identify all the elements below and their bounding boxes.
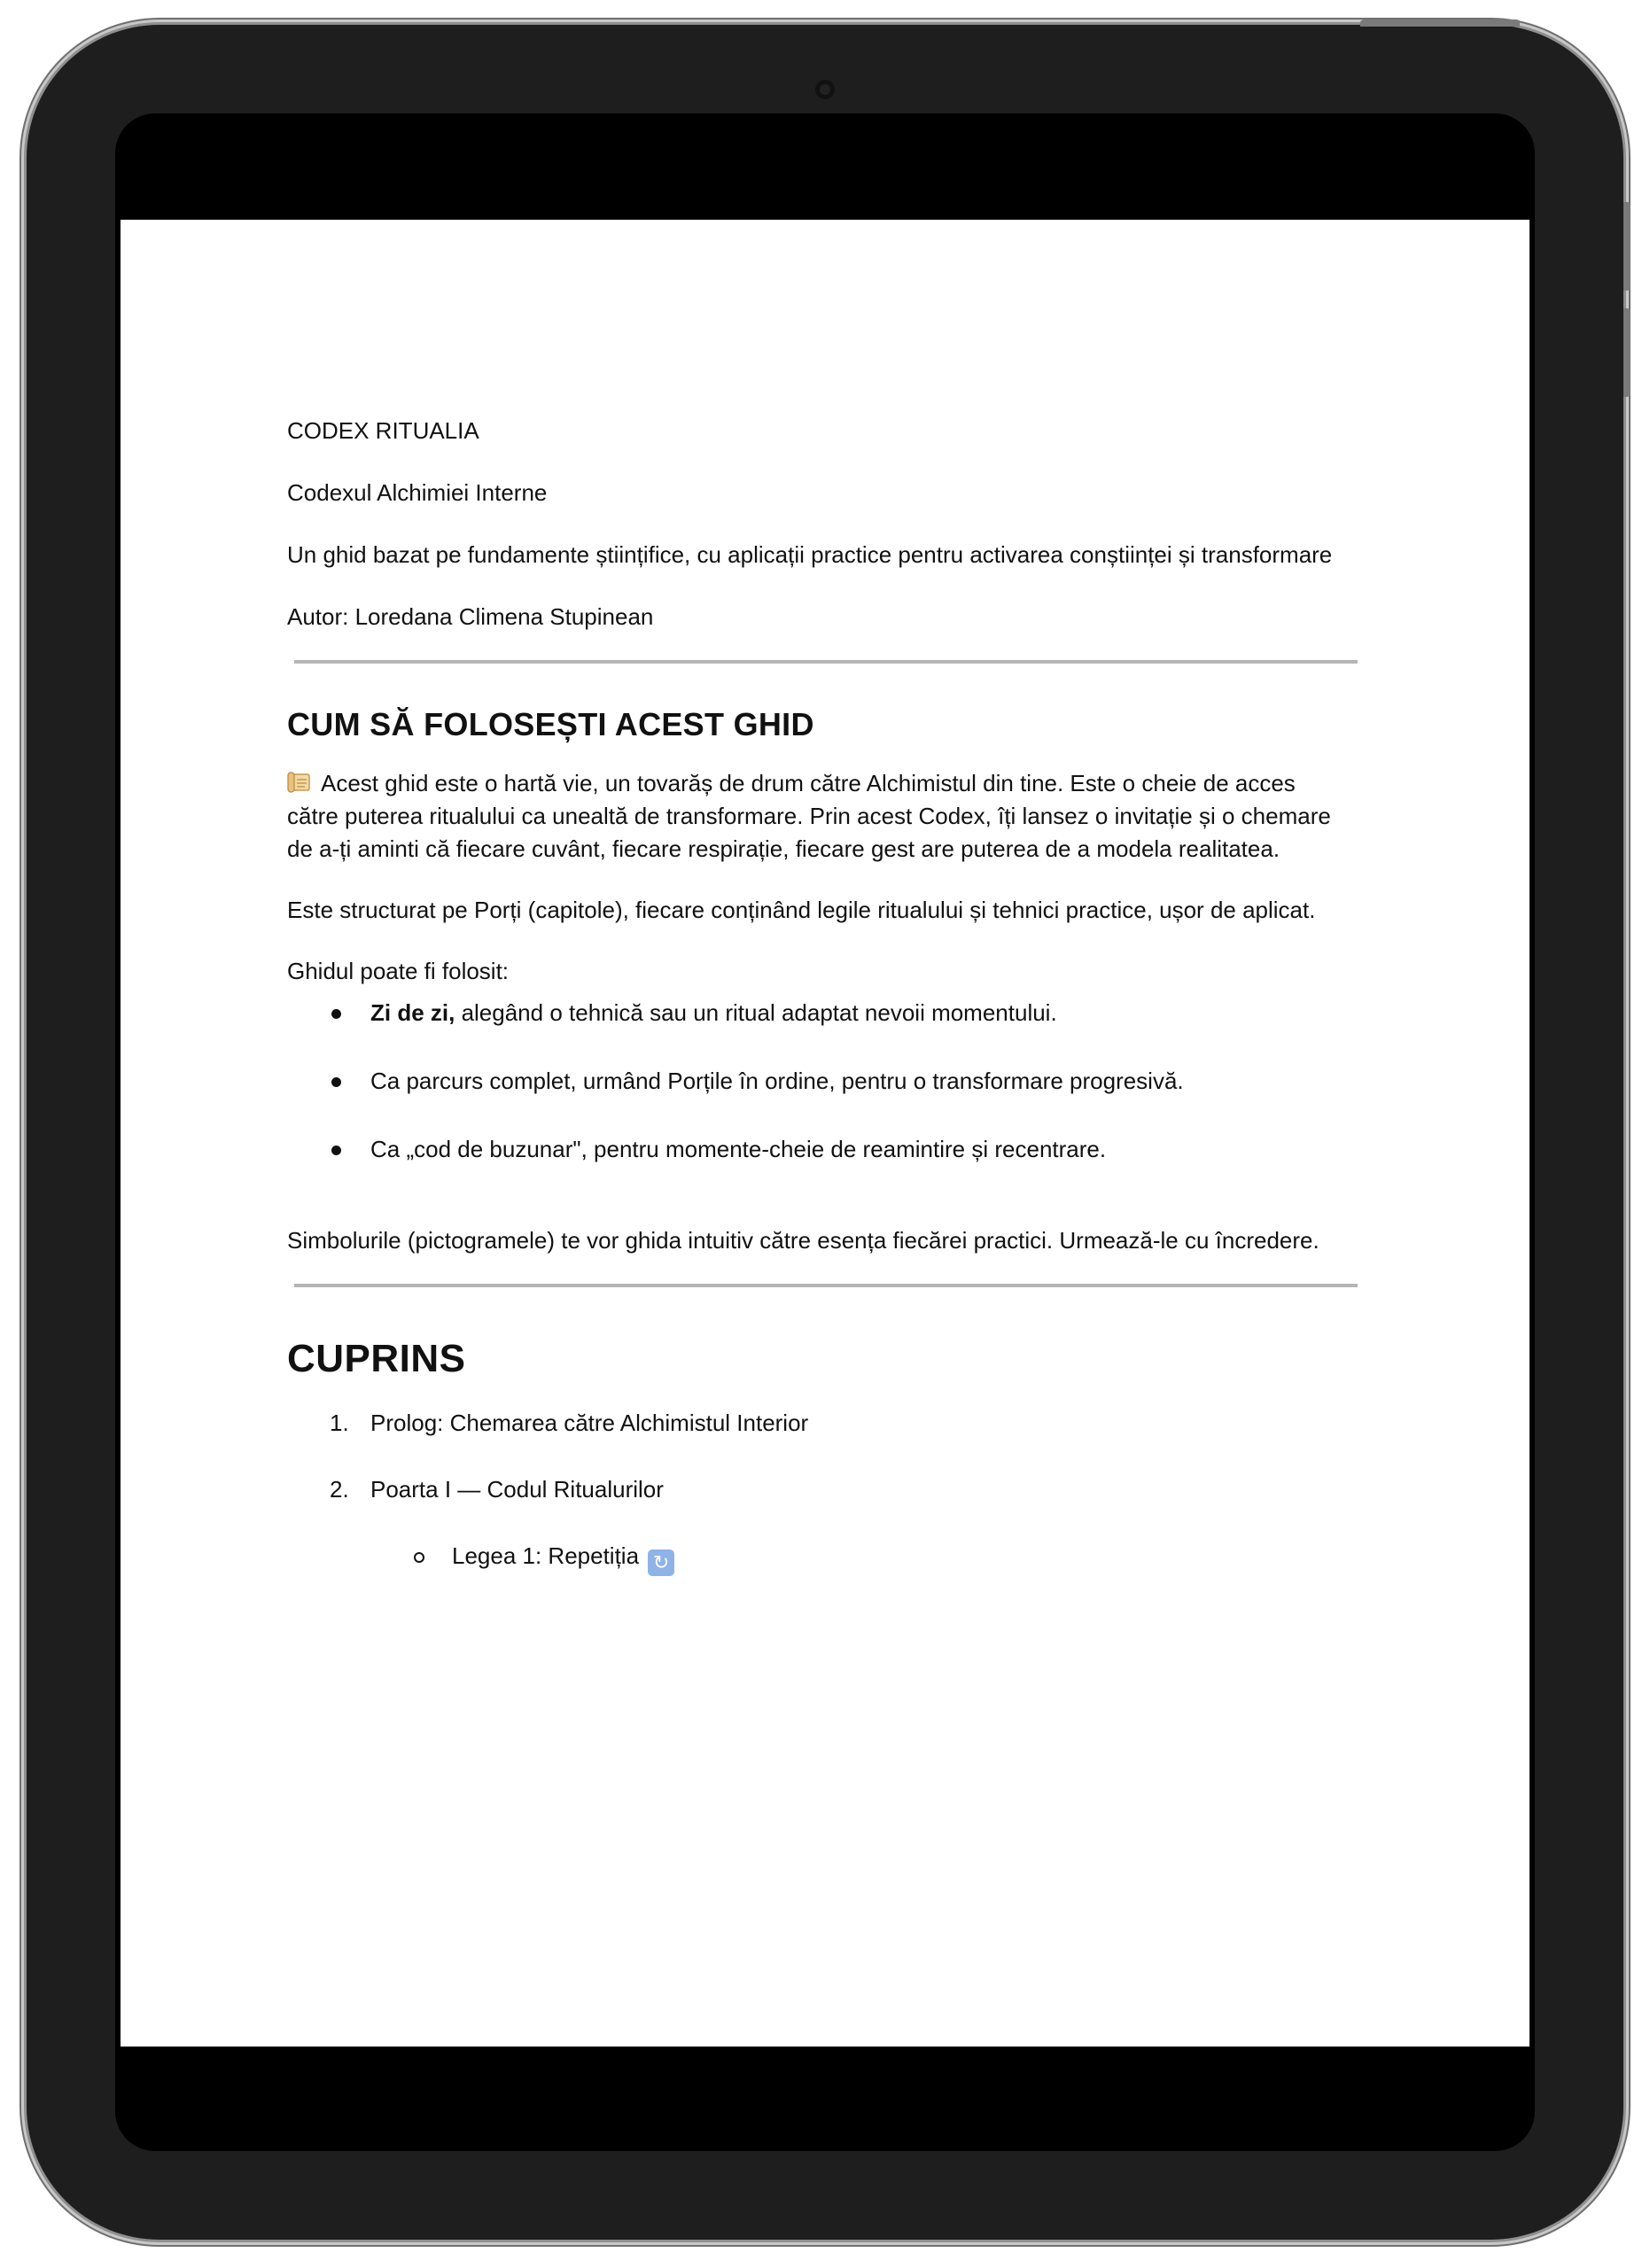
toc-item-text: Poarta I — Codul Ritualurilor bbox=[370, 1476, 664, 1503]
toc-item[interactable] bbox=[287, 1473, 1350, 1506]
camera-icon bbox=[815, 80, 835, 99]
document-subtitle: Codexul Alchimiei Interne bbox=[287, 479, 548, 506]
document-page[interactable] bbox=[121, 220, 1529, 2047]
toc-number: 2. bbox=[330, 1476, 349, 1503]
section-heading: CUM SĂ FOLOSEȘTI ACEST GHID bbox=[287, 706, 814, 742]
divider bbox=[294, 1284, 1358, 1287]
structure-paragraph: Este structurat pe Porți (capitole), fiecare conținând legile ritualului și tehnici practice, ușor de aplicat. bbox=[287, 897, 1316, 923]
symbols-paragraph: Simbolurile (pictogramele) te vor ghida intuitiv către esența fiecărei practici. Urmează-le cu încredere. bbox=[287, 1227, 1319, 1254]
divider bbox=[294, 660, 1358, 664]
document-tagline: Un ghid bazat pe fundamente științifice, cu aplicații practice pentru activarea conștiinței și transformare bbox=[287, 541, 1333, 568]
power-button bbox=[1360, 19, 1520, 27]
list-item-text: Ca „cod de buzunar", pentru momente-cheie de reamintire și recentrare. bbox=[370, 1136, 1107, 1162]
intro-text: Acest ghid este o hartă vie, un tovarăș de drum către Alchimistul din tine. Este o cheie de acces către puterea ritualului ca unealtă de transformare. Prin acest Codex, îți lansez o invitație și o chemare de a-ți aminti că fiecare cuvânt, fiecare respirație, fiecare gest are puterea de a modela realitatea. bbox=[287, 770, 1331, 862]
list-item-bold: Zi de zi, bbox=[370, 999, 455, 1026]
scroll-icon bbox=[287, 770, 314, 793]
volume-down-button bbox=[1623, 308, 1631, 397]
volume-up-button bbox=[1623, 202, 1631, 291]
toc-list bbox=[287, 1407, 1350, 1506]
usage-intro: Ghidul poate fi folosit: bbox=[287, 958, 510, 984]
toc-sub-item[interactable] bbox=[287, 1540, 1350, 1576]
toc-number: 1. bbox=[330, 1410, 349, 1436]
toc-heading: CUPRINS bbox=[287, 1337, 466, 1380]
document-title: CODEX RITUALIA bbox=[287, 417, 479, 444]
usage-list bbox=[287, 997, 1350, 1166]
intro-paragraph bbox=[287, 767, 1350, 866]
document-author: Autor: Loredana Climena Stupinean bbox=[287, 603, 654, 630]
list-item bbox=[287, 997, 1350, 1029]
repeat-icon: ↻ bbox=[648, 1550, 674, 1576]
toc-item-text: Prolog: Chemarea către Alchimistul Interior bbox=[370, 1410, 809, 1436]
list-item-text: Ca parcurs complet, urmând Porțile în ordine, pentru o transformare progresivă. bbox=[370, 1068, 1184, 1094]
list-item bbox=[287, 1065, 1350, 1098]
toc-item[interactable] bbox=[287, 1407, 1350, 1440]
document-body bbox=[287, 415, 1350, 1576]
list-item bbox=[287, 1133, 1350, 1166]
list-item-text: alegând o tehnică sau un ritual adaptat nevoii momentului. bbox=[455, 999, 1057, 1026]
toc-sub-item-text: Legea 1: Repetiția bbox=[452, 1542, 640, 1569]
